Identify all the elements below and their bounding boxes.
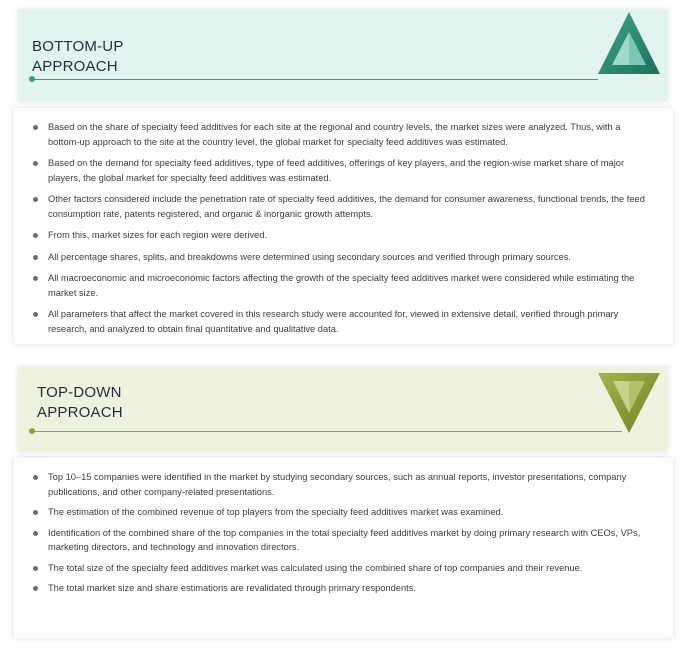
list-item: The total market size and share estimations are revalidated through primary respondents. <box>32 581 651 596</box>
list-item: The total size of the specialty feed additives market was calculated using the combined share of top companies and their revenue. <box>32 561 651 576</box>
bottom-up-list <box>32 120 651 343</box>
list-item: Based on the demand for specialty feed additives, type of feed additives, offerings of key players, and the region-wise market share of major players, the global market for specialty feed additives was estimated. <box>32 156 651 185</box>
bottom-up-divider-dot <box>29 76 35 82</box>
triangle-up-icon <box>596 10 662 78</box>
top-down-title: TOP-DOWN APPROACH <box>37 384 123 421</box>
bottom-up-divider <box>32 79 598 80</box>
bottom-up-points-panel <box>14 108 673 344</box>
top-down-points-panel <box>14 458 673 638</box>
top-down-header <box>18 367 668 452</box>
bottom-up-header <box>18 9 668 101</box>
list-item: From this, market sizes for each region were derived. <box>32 228 651 243</box>
list-item: Based on the share of specialty feed additives for each site at the regional and country levels, the market sizes were analyzed. Thus, with a bottom-up approach to the site at the country level, the global market for specialty feed additives was estimated. <box>32 120 651 149</box>
top-down-list <box>32 470 651 602</box>
list-item: All macroeconomic and microeconomic factors affecting the growth of the specialty feed additives market were considered while estimating the market size. <box>32 271 651 300</box>
triangle-down-icon <box>596 371 662 435</box>
top-down-divider-dot <box>29 428 35 434</box>
list-item: The estimation of the combined revenue of top players from the specialty feed additives market was examined. <box>32 505 651 520</box>
list-item: Top 10–15 companies were identified in the market by studying secondary sources, such as annual reports, investor presentations, company publications, and other company-related presentations. <box>32 470 651 499</box>
list-item: Other factors considered include the penetration rate of specialty feed additives, the demand for consumer awareness, functional trends, the feed consumption rate, patents registered, and organic & inorganic growth attempts. <box>32 192 651 221</box>
top-down-divider <box>32 431 622 432</box>
list-item: Identification of the combined share of the top companies in the total specialty feed additives market by doing primary research with CEOs, VPs, marketing directors, and technology and innovation directors. <box>32 526 651 555</box>
list-item: All parameters that affect the market covered in this research study were accounted for, viewed in extensive detail, verified through primary research, and analyzed to obtain final quantitative and qualitative data. <box>32 307 651 336</box>
list-item: All percentage shares, splits, and breakdowns were determined using secondary sources and verified through primary sources. <box>32 250 651 265</box>
bottom-up-title: BOTTOM-UP APPROACH <box>32 38 124 75</box>
